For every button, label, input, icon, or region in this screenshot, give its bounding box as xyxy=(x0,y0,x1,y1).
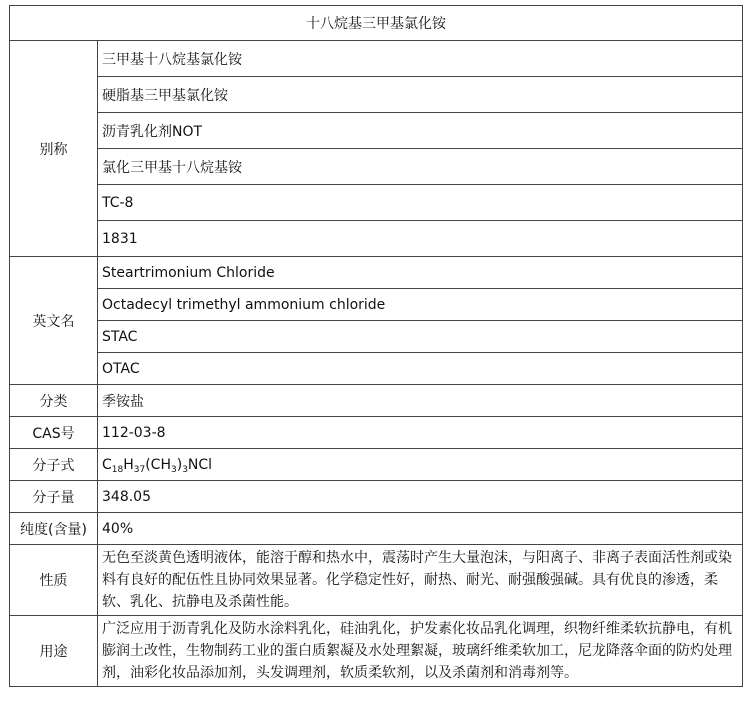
purity-label: 纯度(含量) xyxy=(10,513,98,545)
table-title: 十八烷基三甲基氯化铵 xyxy=(10,6,743,41)
formula-label: 分子式 xyxy=(10,449,98,481)
uses-label: 用途 xyxy=(10,616,98,687)
molecular-weight-label: 分子量 xyxy=(10,481,98,513)
purity-value: 40% xyxy=(98,513,743,545)
alias-value: 1831 xyxy=(98,221,743,257)
english-name-value: OTAC xyxy=(98,353,743,385)
alias-value: 氯化三甲基十八烷基铵 xyxy=(98,149,743,185)
properties-value: 无色至淡黄色透明液体，能溶于醇和热水中，震荡时产生大量泡沫，与阳离子、非离子表面活性剂或染料有良好的配伍性且协同效果显著。化学稳定性好，耐热、耐光、耐强酸强碱。具有优良的渗透，柔软、乳化、抗静电及杀菌性能。 xyxy=(98,545,743,616)
english-name-value: STAC xyxy=(98,321,743,353)
formula-value: $C_{18}H_{37}(CH_3)_3NCl$ xyxy=(98,449,743,481)
alias-value: 沥青乳化剂NOT xyxy=(98,113,743,149)
product-spec-table xyxy=(9,5,743,687)
molecular-weight-value: 348.05 xyxy=(98,481,743,513)
alias-value: 三甲基十八烷基氯化铵 xyxy=(98,41,743,77)
category-label: 分类 xyxy=(10,385,98,417)
category-value: 季铵盐 xyxy=(98,385,743,417)
cas-value: 112-03-8 xyxy=(98,417,743,449)
alias-label: 别称 xyxy=(10,41,98,257)
cas-label: CAS号 xyxy=(10,417,98,449)
alias-value: 硬脂基三甲基氯化铵 xyxy=(98,77,743,113)
english-name-label: 英文名 xyxy=(10,257,98,385)
english-name-value: Octadecyl trimethyl ammonium chloride xyxy=(98,289,743,321)
alias-value: TC-8 xyxy=(98,185,743,221)
properties-label: 性质 xyxy=(10,545,98,616)
uses-value: 广泛应用于沥青乳化及防水涂料乳化，硅油乳化，护发素化妆品乳化调理，织物纤维柔软抗静电，有机膨润土改性，生物制药工业的蛋白质絮凝及水处理絮凝，玻璃纤维柔软加工，尼龙降落伞面的防灼处理剂，油彩化妆品添加剂，头发调理剂，软质柔软剂，以及杀菌剂和消毒剂等。 xyxy=(98,616,743,687)
english-name-value: Steartrimonium Chloride xyxy=(98,257,743,289)
